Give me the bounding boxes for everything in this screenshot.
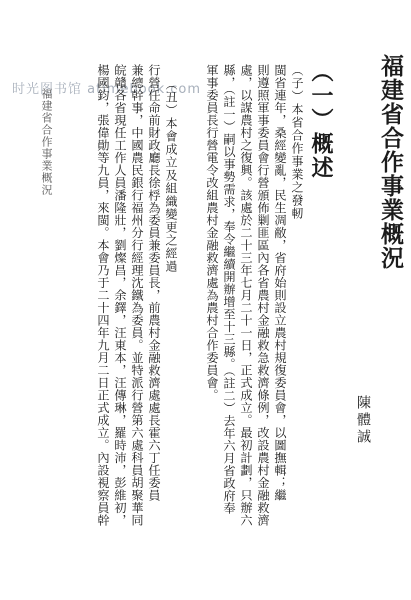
body-text-column: 則遵照軍事委員會行營頒佈剿匪區內各省農村金融救急救濟條例，改設農村金融救濟 — [256, 64, 270, 527]
document-title: 福建省合作事業概況 — [377, 54, 404, 270]
body-text-column: 縣，（註一）嗣以事勢需求，奉令繼續開辦增至十三縣。（註二）去年六月省政府奉 — [222, 64, 236, 515]
body-text-column: 兼總幹事，中國農民銀行福州分行經理沈鐵為委員。並特派行營第六處科員胡聚華同 — [130, 64, 144, 527]
body-text-column: 軍事委員長行營電令改組農村金融救濟處為農村合作委員會。 — [205, 64, 219, 402]
subsection-heading-2: （丑）本會成立及組織變更之經過 — [164, 78, 178, 273]
body-text-column: 楊國鈞，張偉勛等九員，來閩。本會乃于二十四年九月二日正式成立。內設視察員幹 — [96, 64, 110, 527]
body-text-column: 皖贛各省現任工作人員潘隆壯，劉燦昌，余鐸，汪東本，汪傳琳，羅時沛，彭維初， — [113, 64, 127, 527]
body-text-column: 閩省連年，桑經變亂，民生凋敝，省府始則設立農村規復委員會，以圖撫輯；繼 — [273, 64, 287, 502]
section-heading: （一）概述 — [308, 60, 334, 180]
watermark-text: 时光图书馆 atimebook.com — [12, 82, 202, 97]
body-text-column: 行營任命前財政廳長徐桴為委員兼委員長，前農村金融救濟處處長霍六丁任委員 — [147, 64, 161, 502]
subsection-heading-1: （子）本省合作事業之發軔 — [290, 64, 304, 220]
margin-note: 福建省合作事業概況 — [40, 88, 53, 196]
author-name: 陳體誠 — [355, 395, 371, 446]
body-text-column: 處，以謀農村之復興。該處於二十三年七月二十一日，正式成立。最初計劃，只辦六 — [239, 64, 253, 527]
